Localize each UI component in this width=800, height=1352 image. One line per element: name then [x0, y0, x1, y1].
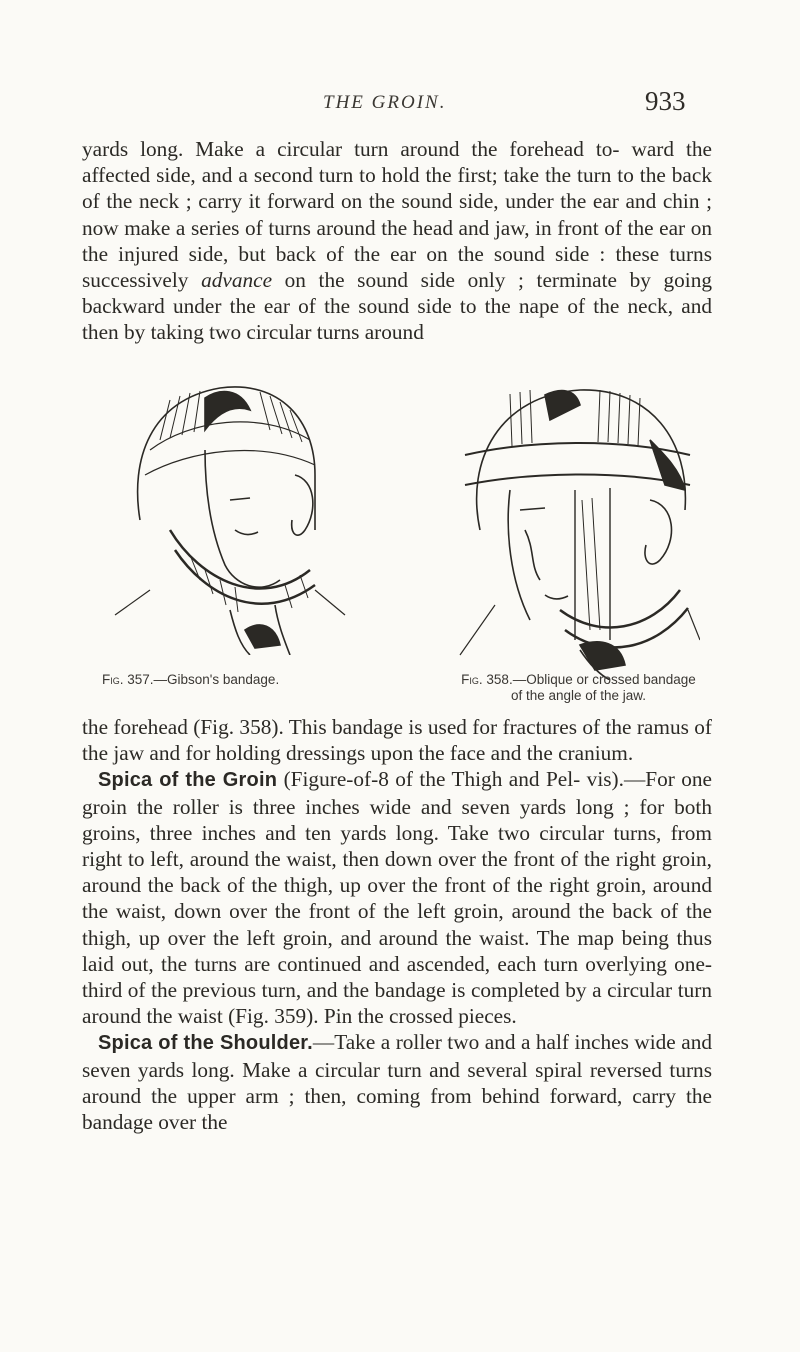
paragraph-gibson-continued — [82, 136, 712, 346]
figure-357-illustration — [110, 380, 350, 655]
caption-figure-358 — [456, 672, 701, 704]
fig358-caption-text: —Oblique or crossed bandage of the angle of the jaw. — [510, 672, 696, 703]
paragraph-forehead — [82, 714, 712, 766]
para1-text: yards long. Make a circular turn around the forehead to- ward the affected side, and a second turn to hold the first; take the turn to the back of the neck ; carry it forward on the sound side, under the ear and chin ; now make a series of turns around the head and jaw, in front of the ear on the injured side, but back of the ear on the sound side : these turns successively — [82, 137, 712, 293]
para1-emphasis: advance — [201, 268, 273, 293]
heading-spica-groin: Spica of the Groin — [98, 769, 278, 792]
para2-text: the forehead (Fig. 358). This bandage is used for fractures of the ramus of the jaw and for holding dressings upon the face and the cranium. — [82, 715, 712, 766]
oblique-jaw-bandage-drawing — [450, 380, 700, 680]
gibson-bandage-drawing — [110, 380, 350, 655]
groin-body-text: (Figure-of-8 of the Thigh and Pel- vis).—For one groin the roller is three inches wide and seven yards long ; for both groins, three inches and ten yards long. Take two circular turns, from right to left, around the waist, then down over the front of the right groin, around the back of the thigh, up over the front of the right groin, around the waist, down over the front of the left groin, around the back of the thigh, up over the left groin, and around the waist. The map being thus laid out, the turns are continued and ascended, each turn overlying one-third of the previous turn, and the bandage is completed by a circular turn around the waist (Fig. 359). Pin the crossed pieces. — [82, 767, 713, 1029]
running-head — [0, 86, 800, 122]
page-number: 933 — [645, 86, 686, 116]
paragraph-block-lower — [82, 714, 712, 1135]
paragraph-spica-groin — [82, 766, 712, 1029]
caption-figure-357 — [102, 672, 342, 688]
fig357-caption-text: —Gibson's bandage. — [153, 672, 280, 687]
fig357-label: Fig. 357. — [102, 672, 154, 687]
running-title: THE GROIN. — [323, 92, 447, 113]
fig358-label: Fig. 358. — [461, 672, 513, 687]
heading-spica-shoulder: Spica of the Shoulder. — [98, 1032, 313, 1055]
shoulder-body-text: —Take a roller two and a half inches wide and seven yards long. Make a circular turn and several spiral reversed turns around the upper arm ; then, coming from behind forward, carry the bandage over the — [82, 1030, 712, 1135]
para1-text-end: on the sound side only ; terminate by going backward under the ear of the sound side to the nape of the neck, and then by taking two circular turns around — [82, 268, 712, 345]
figure-358-illustration — [450, 380, 700, 680]
paragraph-spica-shoulder — [82, 1029, 712, 1135]
figure-row — [0, 380, 800, 710]
